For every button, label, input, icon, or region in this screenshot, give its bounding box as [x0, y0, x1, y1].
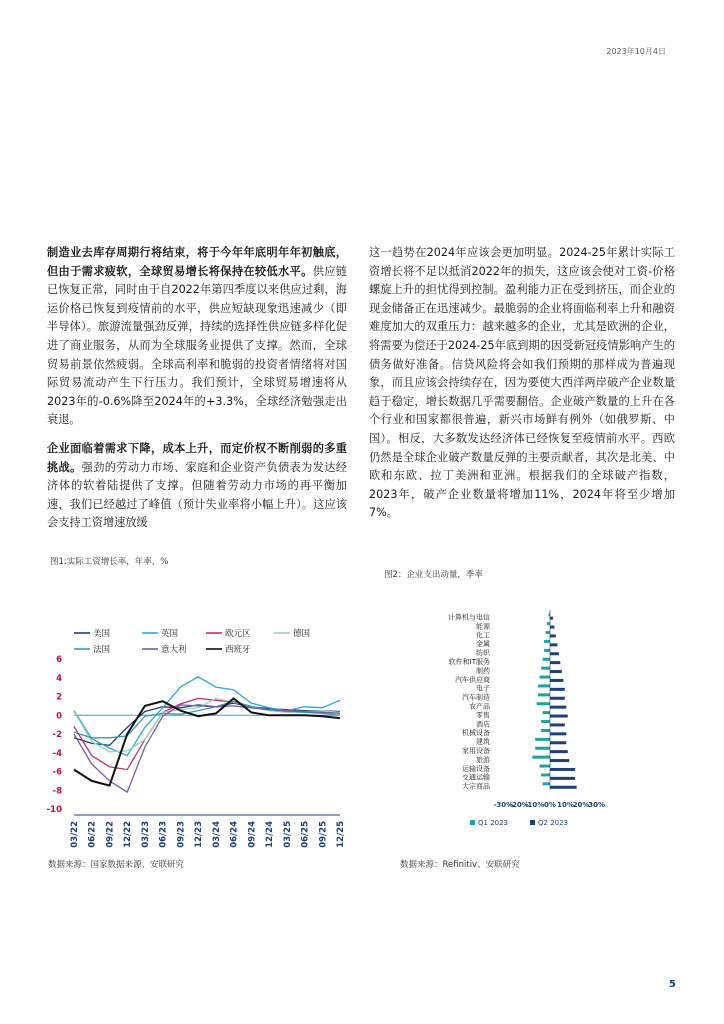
bar-q1 [543, 711, 550, 714]
bar-q2 [550, 617, 553, 620]
x-tick-label: -30% [493, 801, 514, 809]
category-label: 电子 [476, 684, 490, 693]
x-tick-label: 10% [557, 801, 574, 809]
bar-q2 [550, 750, 568, 753]
page-number: 5 [669, 979, 676, 990]
bar-q2 [550, 634, 556, 637]
figure1-source: 数据来源：国家数据来源、安联研究 [48, 860, 185, 870]
bar-q1 [546, 631, 550, 634]
category-label: 家用设备 [462, 746, 490, 755]
category-label: 纺织 [476, 649, 490, 658]
bar-q1 [537, 702, 550, 705]
bar-q2 [550, 768, 575, 771]
y-tick-label: 4 [56, 673, 62, 684]
bar-q1 [538, 693, 550, 696]
x-tick-label: 03/22 [70, 821, 80, 848]
bar-q2 [550, 777, 575, 780]
bar-q2 [550, 643, 557, 646]
x-tick-label: 06/25 [300, 821, 311, 848]
x-tick-label: 06/22 [87, 821, 98, 848]
figure2-caption: 图2：企业支出动量，季率 [384, 570, 483, 580]
category-label: 汽车制造 [462, 693, 490, 702]
bar-q1 [538, 684, 550, 687]
x-tick-label: 12/24 [265, 821, 276, 848]
y-tick-label: -6 [52, 767, 62, 778]
right-paragraph-1 [369, 244, 675, 523]
bar-q1 [540, 676, 550, 679]
right-p1-body: 这一趋势在2024年应该会更加明显。2024-25年累计实际工资增长将不足以抵消2022年的损失，这应该会使对工资-价格螺旋上升的担忧得到控制。盈利能力正在受到挤压，而企业的现金储备正在迅速减少。最脆弱的企业将面临利率上升和融资难度加大的双重压力：越来越多的企业，尤其是欧洲的企业，将需要为偿还于2024-25年底到期的因受新冠疫情影响产生的债务做好准备。信贷风险将会如我们预期的那样成为普遍现象，而且应该会持续存在，因为要使大西洋两岸破产企业数量趋于稳定，增长数据几乎需要翻倍。企业破产数量的上升在各个行业和国家都很普遍，新兴市场鲜有例外（如俄罗斯、中国）。相反，大多数发达经济体已经恢复至疫情前水平。西欧仍然是全球企业破产数量反弹的主要贡献者，其次是北美、中欧和东欧、拉丁美洲和亚洲。根据我们的全球破产指数，2023年，破产企业数量将增加11%，2024年将至少增加7%。 [369, 246, 675, 520]
y-tick-label: -8 [52, 786, 62, 797]
y-tick-label: 6 [56, 655, 62, 665]
bar-q1 [535, 738, 550, 741]
category-label: 交通运输 [462, 773, 490, 782]
left-p1-body: 供应链已恢复正常，同时由于自2022年第四季度以来供应过剩，海运价格已恢复到疫情前的水平，供应短缺现象迅速减少（即半导体）。旅游流量强劲反弹，持续的选择性供应链多样化促进了商业服务，从而为全球服务业提供了支撑。然而，全球贸易前景依然疲弱。全球高利率和脆弱的投资者情绪将对国际贸易流动产生下行压力。我们预计，全球贸易增速将从2023年的-0.6%降至2024年的+3.3%，全球经济勉强走出衰退。 [47, 264, 347, 427]
category-label: 零售 [476, 711, 490, 720]
left-p2-lead: 企业面临着需求下降，成本上升，而定价权不断削弱的多重挑战。 [47, 441, 347, 474]
y-tick-label: -2 [52, 730, 62, 740]
bar-q1 [532, 756, 550, 759]
x-tick-label: -10% [524, 801, 545, 809]
x-tick-label: 03/23 [140, 821, 151, 848]
x-tick-label: 06/24 [229, 821, 240, 848]
x-tick-label: 12/25 [336, 821, 346, 848]
legend-swatch-0 [470, 820, 475, 825]
x-tick-label: 09/24 [247, 821, 258, 848]
category-label: 化工 [476, 631, 490, 640]
x-tick-label: 03/24 [211, 821, 222, 848]
bar-q1 [541, 773, 550, 776]
bar-q2 [550, 670, 562, 673]
x-tick-label: 03/25 [282, 821, 293, 848]
legend-label-6: 西班牙 [225, 645, 251, 655]
bar-q2 [550, 732, 566, 735]
y-tick-label: 2 [56, 692, 62, 703]
category-label: 汽车供应商 [455, 675, 490, 684]
x-tick-label: 0% [544, 801, 556, 809]
legend-label-3: 德国 [293, 629, 311, 639]
category-label: 制药 [476, 666, 490, 675]
bar-q1 [543, 782, 550, 785]
category-label: 软件和IT服务 [448, 657, 490, 666]
legend-label-0: 美国 [93, 629, 111, 639]
bar-q1 [541, 729, 550, 732]
legend-label-0: Q1 2023 [478, 819, 509, 827]
bar-q1 [541, 667, 550, 670]
bar-q1 [544, 649, 550, 652]
bar-q1 [544, 640, 550, 643]
bar-q2 [550, 723, 565, 726]
category-label: 酒店 [476, 720, 490, 729]
header-date: 2023年10月4日 [606, 47, 666, 56]
x-tick-label: 12/23 [194, 821, 205, 848]
bar-q2 [550, 786, 577, 789]
left-paragraph-1 [47, 244, 347, 430]
left-paragraph-2 [47, 440, 347, 533]
bar-q2 [550, 652, 559, 655]
x-tick-label: 09/23 [176, 821, 187, 848]
bar-q1 [540, 765, 550, 768]
bar-q2 [550, 688, 565, 691]
x-tick-label: 09/25 [318, 821, 329, 848]
category-label: 建筑 [476, 738, 490, 747]
bar-q1 [535, 747, 550, 750]
x-tick-label: 06/23 [158, 821, 169, 848]
category-label: 能源 [476, 622, 490, 631]
bar-q2 [550, 626, 554, 629]
figure2-source: 数据来源：Refinitiv、安联研究 [400, 860, 520, 870]
legend-label-2: 欧元区 [225, 629, 251, 639]
y-tick-label: -10 [46, 805, 62, 815]
x-tick-label: -20% [509, 801, 529, 809]
bar-q2 [550, 715, 568, 718]
category-label: 大宗商品 [462, 782, 490, 791]
series-line-0 [74, 703, 340, 745]
category-label: 金属 [476, 640, 490, 649]
x-tick-label: 30% [588, 801, 606, 809]
bar-q1 [543, 658, 550, 661]
wage-growth-line-chart [44, 585, 364, 857]
figure1-caption: 图1:实际工资增长率，年率，% [50, 557, 169, 567]
legend-label-5: 意大利 [161, 645, 187, 655]
category-label: 农产品 [469, 702, 490, 711]
left-p2-body: 强劲的劳动力市场、家庭和企业资产负债表为发达经济体的软着陆提供了支撑。但随着劳动力市场的再平衡加速，我们已经越过了峰值（预计失业率将小幅上升）。这应该会支持工资增速放缓 [47, 460, 347, 530]
y-tick-label: -4 [52, 748, 62, 759]
left-column [47, 244, 347, 543]
bar-q2 [550, 706, 566, 709]
x-tick-label: 09/22 [105, 821, 116, 848]
series-line-5 [74, 705, 340, 792]
bar-q2 [550, 697, 565, 700]
category-label: 机械设备 [462, 729, 490, 738]
category-label: 运输设备 [462, 764, 490, 773]
bar-q2 [550, 661, 560, 664]
legend-label-4: 法国 [93, 645, 111, 655]
x-tick-label: 12/22 [123, 821, 134, 848]
bar-q2 [550, 759, 569, 762]
category-label: 计算机与电信 [448, 613, 490, 622]
y-tick-label: 0 [56, 711, 62, 722]
corporate-spending-bar-chart [392, 600, 652, 858]
right-column [369, 244, 675, 533]
category-label: 旅游 [476, 755, 490, 764]
bar-q2 [550, 741, 566, 744]
left-p1-lead: 制造业去库存周期行将结束，将于今年年底明年年初触底，但由于需求疲软，全球贸易增长将保持在较低水平。 [47, 246, 347, 278]
legend-label-1: Q2 2023 [538, 819, 569, 827]
x-tick-label: 20% [572, 801, 590, 809]
bar-q1 [541, 720, 550, 723]
legend-label-1: 英国 [161, 629, 179, 639]
bar-q1 [547, 622, 550, 625]
bar-q2 [550, 679, 563, 682]
legend-swatch-1 [530, 820, 535, 825]
